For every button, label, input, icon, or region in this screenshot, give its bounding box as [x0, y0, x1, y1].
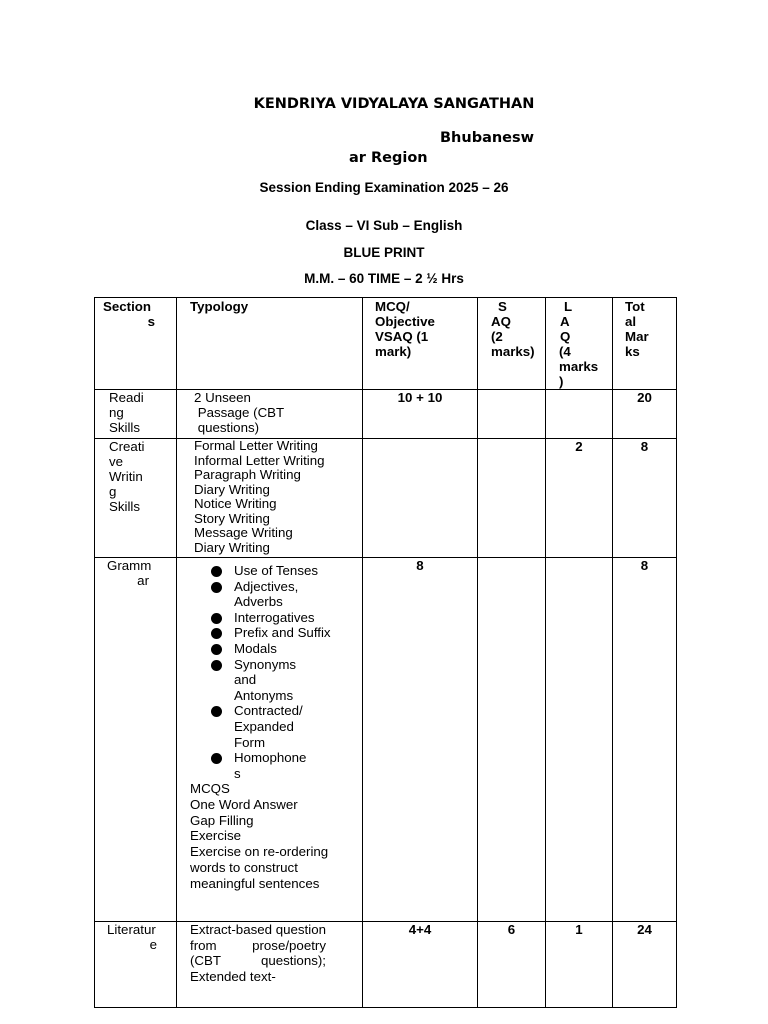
grammar-section	[95, 558, 177, 922]
grammar-laq	[546, 558, 613, 922]
writing-section	[95, 439, 177, 558]
grammar-topic: Prefix and Suffix	[234, 625, 331, 641]
literature-typology	[177, 922, 363, 1008]
literature-section-line1: Literatur	[107, 922, 156, 937]
writing-section-line5: Skills	[109, 499, 141, 514]
grammar-topic: Interrogatives	[234, 609, 315, 625]
list-item	[234, 750, 316, 781]
reading-total: 20	[613, 390, 677, 439]
bullet-icon	[211, 613, 222, 624]
grammar-extra-item: One Word Answer	[190, 797, 298, 813]
header-saq-line3: (2	[491, 329, 503, 344]
grammar-section-line1: Gramm	[107, 558, 152, 573]
bullet-icon	[211, 660, 222, 671]
reading-typology-line1: 2 Unseen	[194, 390, 251, 405]
writing-typology-item: Diary Writing	[194, 481, 270, 497]
writing-typology-item: Formal Letter Writing	[194, 438, 318, 453]
writing-mcq	[363, 439, 478, 558]
region-title-part1: Bhubanesw	[440, 130, 535, 146]
table-row-writing	[95, 439, 677, 558]
header-total	[613, 298, 677, 390]
bullet-icon	[211, 644, 222, 655]
list-item	[234, 625, 354, 641]
literature-section	[95, 922, 177, 1008]
literature-laq: 1	[546, 922, 613, 1008]
header-laq-line3: Q	[560, 329, 571, 344]
header-laq	[546, 298, 613, 390]
header-saq-line2: AQ	[491, 314, 511, 329]
grammar-topic: Modals	[234, 640, 277, 656]
header-mcq-line2: Objective	[375, 314, 435, 329]
writing-typology-item: Message Writing	[194, 525, 293, 540]
header-laq-line5: marks	[559, 359, 599, 374]
region-title-part2: ar Region	[349, 150, 428, 166]
grammar-topic-list	[190, 563, 362, 781]
writing-typology-item: Paragraph Writing	[194, 467, 301, 482]
exam-title: Session Ending Examination 2025 – 26	[259, 180, 509, 195]
reading-laq	[546, 390, 613, 439]
header-saq	[478, 298, 546, 390]
writing-typology-item: Story Writing	[194, 510, 270, 526]
reading-typology-line3: questions)	[194, 420, 260, 435]
literature-typology-text: Extract-based question from prose/poetry (CBT questions); Extended text-	[190, 922, 327, 984]
table-row-grammar	[95, 558, 677, 922]
grammar-topic: Adjectives, Adverbs	[234, 578, 299, 610]
writing-section-line4: g	[109, 484, 117, 499]
header-mcq	[363, 298, 478, 390]
grammar-extra-item: Exercise on re-ordering words to construct meaningful sentences	[190, 844, 329, 891]
list-item	[234, 610, 324, 626]
reading-section-line1: Readi	[109, 390, 144, 405]
grammar-saq	[478, 558, 546, 922]
writing-total: 8	[613, 439, 677, 558]
header-sections-line1: Section	[103, 299, 152, 314]
grammar-typology	[177, 558, 363, 922]
document-type: BLUE PRINT	[343, 245, 425, 260]
writing-typology-item: Diary Writing	[194, 539, 270, 555]
reading-section	[95, 390, 177, 439]
writing-laq: 2	[546, 439, 613, 558]
grammar-extra-item: Exercise	[190, 828, 241, 844]
grammar-total: 8	[613, 558, 677, 922]
writing-section-line1: Creati	[109, 439, 145, 454]
class-subject: Class – VI Sub – English	[305, 218, 463, 233]
grammar-mcq: 8	[363, 558, 478, 922]
header-sections-line2: s	[147, 314, 155, 329]
list-item	[234, 641, 324, 657]
marks-and-time: M.M. – 60 TIME – 2 ½ Hrs	[304, 271, 464, 286]
header-total-line1: Tot	[625, 299, 645, 314]
list-item	[234, 657, 312, 704]
literature-mcq: 4+4	[363, 922, 478, 1008]
writing-section-line2: ve	[109, 454, 124, 469]
table-row-literature	[95, 922, 677, 1008]
bullet-icon	[211, 582, 222, 593]
writing-typology	[177, 439, 363, 558]
blueprint-table	[94, 297, 677, 1008]
reading-section-line3: Skills	[109, 420, 141, 435]
grammar-topic: Use of Tenses	[234, 563, 319, 578]
header-laq-line2: A	[560, 314, 570, 329]
list-item	[234, 579, 324, 610]
header-total-line2: al	[625, 314, 637, 329]
header-saq-line4: marks)	[491, 344, 535, 359]
grammar-topic: Homophone s	[234, 750, 307, 781]
header-laq-line1: L	[564, 299, 573, 314]
bullet-icon	[211, 706, 222, 717]
header-total-line4: ks	[625, 344, 640, 359]
reading-saq	[478, 390, 546, 439]
reading-section-line2: ng	[109, 405, 124, 420]
bullet-icon	[211, 566, 222, 577]
list-item	[234, 703, 314, 750]
header-typology	[177, 298, 363, 390]
header-mcq-line3: VSAQ (1	[375, 329, 429, 344]
grammar-topic: Contracted/ Expanded Form	[234, 703, 303, 750]
writing-section-line3: Writin	[109, 469, 143, 484]
header-saq-line1: S	[498, 299, 507, 314]
organization-title: KENDRIYA VIDYALAYA SANGATHAN	[253, 96, 535, 112]
reading-typology-line2: Passage (CBT	[194, 405, 285, 420]
grammar-section-line2: ar	[137, 573, 149, 588]
header-typology-text: Typology	[190, 299, 249, 314]
grammar-extra-list	[190, 781, 350, 891]
bullet-icon	[211, 753, 222, 764]
header-laq-line6: )	[559, 374, 564, 389]
header-mcq-line4: mark)	[375, 344, 412, 359]
header-total-line3: Mar	[625, 329, 649, 344]
header-sections	[95, 298, 177, 390]
grammar-topic: Synonyms and Antonyms	[234, 656, 297, 703]
grammar-extra-item: MCQS	[190, 781, 230, 797]
writing-typology-item: Notice Writing	[194, 496, 277, 511]
writing-saq	[478, 439, 546, 558]
literature-total: 24	[613, 922, 677, 1008]
literature-saq: 6	[478, 922, 546, 1008]
bullet-icon	[211, 628, 222, 639]
header-mcq-line1: MCQ/	[375, 299, 410, 314]
table-header-row	[95, 298, 677, 390]
header-laq-line4: (4	[559, 344, 571, 359]
list-item	[234, 563, 324, 579]
writing-typology-item: Informal Letter Writing	[194, 452, 325, 468]
reading-typology	[177, 390, 363, 439]
literature-section-line2: e	[149, 937, 157, 952]
reading-mcq: 10 + 10	[363, 390, 478, 439]
table-row-reading	[95, 390, 677, 439]
grammar-extra-item: Gap Filling	[190, 812, 254, 828]
